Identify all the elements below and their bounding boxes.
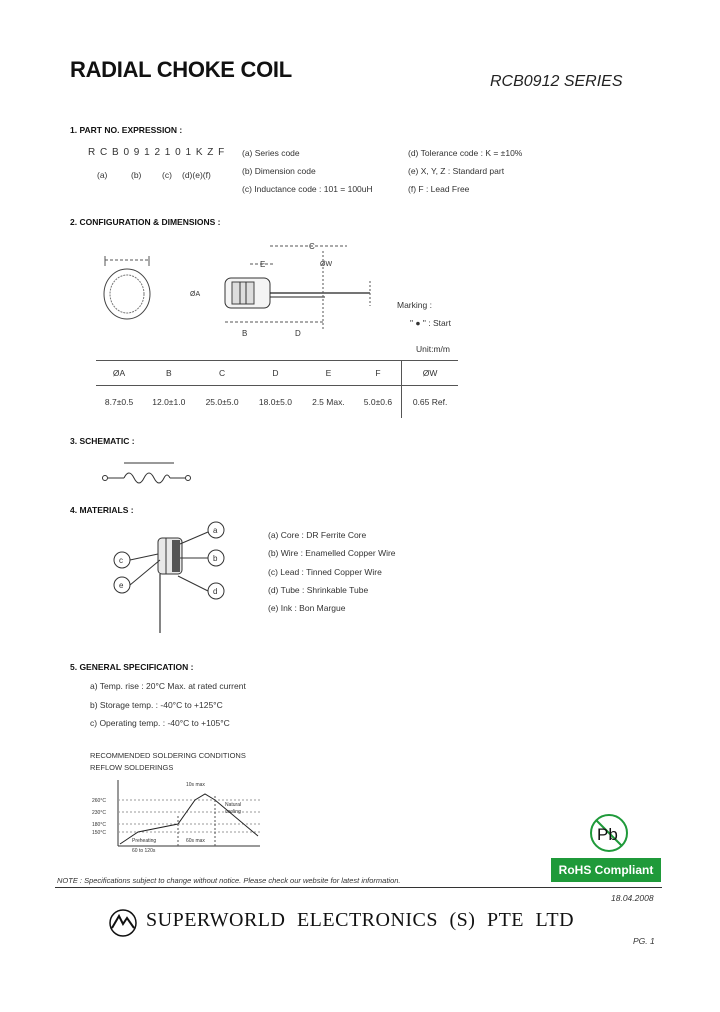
above-time: 60s max — [186, 838, 205, 844]
dim-label: D — [295, 329, 301, 338]
dim-label: ØW — [320, 261, 333, 268]
part-no-heading: 1. PART NO. EXPRESSION : — [70, 125, 183, 135]
table-cell: 2.5 Max. — [312, 397, 345, 407]
part-desc: (c) Inductance code : 101 = 100uH — [242, 184, 373, 194]
y-tick: 180°C — [92, 822, 106, 828]
soldering-subtitle: REFLOW SOLDERINGS — [90, 763, 174, 772]
unit-label: Unit:m/m — [416, 344, 450, 354]
marking-value: " ● " : Start — [410, 318, 451, 328]
table-header: D — [249, 361, 302, 386]
preheat-label: Preheating — [132, 838, 157, 844]
spec-item: c) Operating temp. : -40°C to +105°C — [90, 718, 230, 728]
table-header-row — [96, 361, 458, 386]
callout-label: e — [119, 581, 124, 590]
callout-label: b — [213, 554, 218, 563]
table-header: E — [302, 361, 355, 386]
code-marker: (a) — [97, 170, 108, 180]
peak-label: 10s max — [186, 782, 205, 788]
series-label: RCB0912 SERIES — [490, 73, 623, 90]
schematic-heading: 3. SCHEMATIC : — [70, 436, 135, 446]
pb-text: Pb — [597, 825, 618, 844]
dimension-drawing — [95, 236, 395, 346]
cooling-label: Natural — [225, 802, 242, 808]
table-header: C — [195, 361, 248, 386]
part-desc: (b) Dimension code — [242, 166, 316, 176]
part-code: R C B 0 9 1 2 1 0 1 K Z F — [88, 147, 226, 158]
table-header: ØA — [96, 361, 142, 386]
dim-label: B — [242, 329, 248, 338]
footer-note: NOTE : Specifications subject to change without notice. Please check our website for latest information. — [57, 876, 401, 885]
code-marker: (d)(e)(f) — [182, 170, 211, 180]
footer-date: 18.04.2008 — [611, 893, 654, 903]
callout-label: d — [213, 587, 218, 596]
table-cell: 8.7±0.5 — [104, 397, 134, 407]
marking-label: Marking : — [397, 300, 432, 310]
page-number: PG. 1 — [633, 936, 655, 946]
material-item: (c) Lead : Tinned Copper Wire — [268, 567, 382, 577]
table-cell: 18.0±5.0 — [258, 397, 292, 407]
dim-label: ØA — [190, 291, 201, 298]
part-desc: (d) Tolerance code : K = ±10% — [408, 148, 523, 158]
materials-heading: 4. MATERIALS : — [70, 505, 134, 515]
material-item: (b) Wire : Enamelled Copper Wire — [268, 548, 396, 558]
part-desc: (e) X, Y, Z : Standard part — [408, 166, 505, 176]
table-cell: 25.0±5.0 — [205, 397, 239, 407]
side-view-icon — [225, 246, 370, 331]
page-title: RADIAL CHOKE COIL — [70, 57, 292, 82]
general-heading: 5. GENERAL SPECIFICATION : — [70, 662, 194, 672]
material-item: (a) Core : DR Ferrite Core — [268, 530, 367, 540]
y-tick: 230°C — [92, 810, 106, 816]
code-marker: (b) — [131, 170, 142, 180]
code-marker: (c) — [162, 170, 172, 180]
callout-label: c — [119, 556, 123, 565]
rohs-badge: RoHS Compliant — [551, 858, 661, 882]
part-desc: (a) Series code — [242, 148, 300, 158]
inductor-schematic-icon — [100, 458, 195, 492]
materials-drawing — [108, 518, 233, 640]
table-cell: 0.65 Ref. — [402, 386, 458, 419]
y-tick: 150°C — [92, 830, 106, 836]
callout-label: a — [213, 526, 218, 535]
table-header: F — [355, 361, 402, 386]
material-item: (d) Tube : Shrinkable Tube — [268, 585, 369, 595]
company-name: SUPERWORLD ELECTRONICS (S) PTE LTD — [146, 909, 575, 931]
soldering-title: RECOMMENDED SOLDERING CONDITIONS — [90, 751, 246, 760]
table-header: B — [142, 361, 195, 386]
y-tick: 260°C — [92, 798, 106, 804]
part-desc: (f) F : Lead Free — [408, 184, 470, 194]
table-row — [96, 386, 458, 419]
reflow-profile-chart — [90, 776, 265, 854]
footer-divider — [55, 887, 662, 888]
end-view-icon — [104, 256, 150, 319]
spec-item: a) Temp. rise : 20°C Max. at rated current — [90, 681, 246, 691]
preheat-time: 60 to 120s — [132, 848, 156, 854]
dim-label: C — [309, 242, 315, 251]
dimension-table — [96, 360, 458, 418]
pb-free-icon — [588, 812, 630, 854]
material-item: (e) Ink : Bon Margue — [268, 603, 346, 613]
table-cell: 12.0±1.0 — [152, 397, 186, 407]
company-logo-icon — [106, 908, 140, 938]
config-heading: 2. CONFIGURATION & DIMENSIONS : — [70, 217, 221, 227]
spec-item: b) Storage temp. : -40°C to +125°C — [90, 700, 223, 710]
dim-label: E — [260, 260, 266, 269]
cooling-label: cooling — [225, 809, 241, 815]
table-cell: 5.0±0.6 — [363, 397, 393, 407]
table-header: ØW — [402, 361, 458, 386]
